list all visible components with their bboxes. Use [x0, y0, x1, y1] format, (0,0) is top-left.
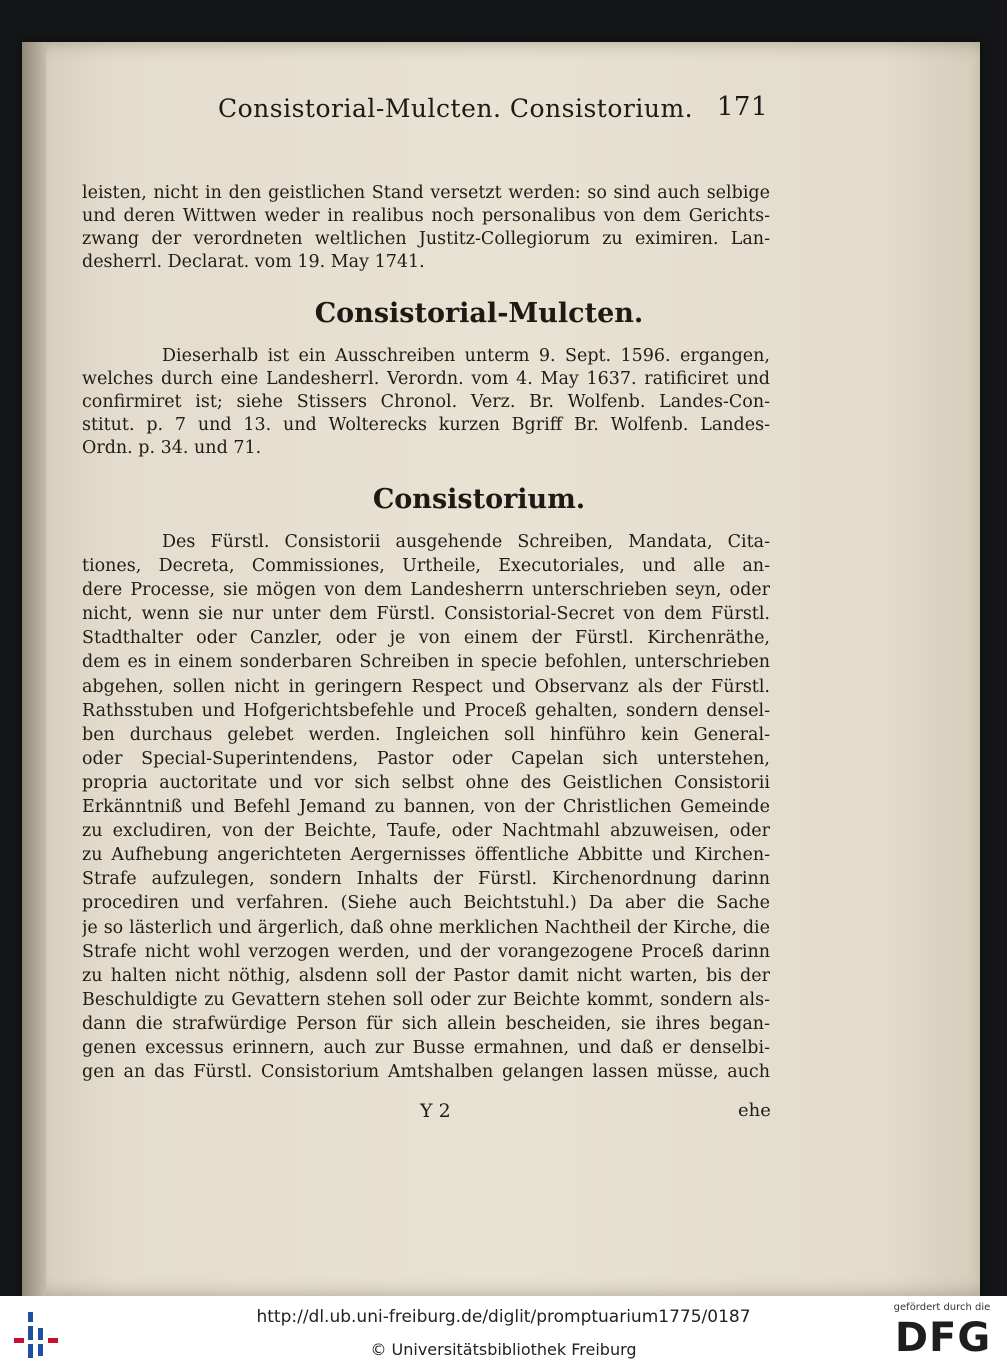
dfg-logo-icon: DFG	[894, 1315, 992, 1361]
text-line: Dieserhalb ist ein Ausschreiben unterm 9. Sept. 1596. ergangen,	[162, 346, 770, 366]
dfg-logo[interactable]	[886, 1302, 998, 1362]
text-line: zu excludiren, von der Beichte, Taufe, oder Nachtmahl abzuweisen, oder	[82, 821, 770, 842]
text-line: genen excessus erinnern, auch zur Busse ermahnen, und daß er denselbi-	[82, 1037, 770, 1058]
dfg-caption: gefördert durch die	[893, 1302, 991, 1313]
running-title: Consistorial-Mulcten. Consistorium.	[218, 94, 694, 123]
text-line: und deren Wittwen weder in realibus noch personalibus von dem Gerichts-	[82, 206, 770, 226]
text-line: Des Fürstl. Consistorii ausgehende Schreiben, Mandata, Cita-	[162, 532, 770, 552]
text-line: confirmiret ist; siehe Stissers Chronol. Verz. Br. Wolfenb. Landes-Con-	[82, 392, 770, 412]
section-heading-consistorium: Consistorium.	[372, 484, 586, 515]
text-line: Beschuldigte zu Gevattern stehen soll oder zur Beichte kommt, sondern als-	[82, 989, 770, 1010]
text-line: tiones, Decreta, Commissiones, Urtheile, Executoriales, und alle an-	[82, 556, 770, 577]
text-line: Strafe aufzulegen, sondern Inhalts der Fürstl. Kirchenordnung darinn	[82, 869, 770, 890]
text-line: dann die strafwürdige Person für sich allein bescheiden, sie ihres began-	[82, 1013, 770, 1034]
text-line: procediren und verfahren. (Siehe auch Beichtstuhl.) Da aber die Sache	[82, 893, 770, 914]
text-line: oder Special-Superintendens, Pastor oder Capelan sich unterstehen,	[82, 748, 770, 769]
text-line: Erkänntniß und Befehl Jemand zu bannen, von der Christlichen Gemeinde	[82, 797, 770, 818]
page-header	[200, 86, 768, 126]
top-paragraph	[82, 182, 770, 274]
text-line: desherrl. Declarat. vom 19. May 1741.	[82, 252, 425, 272]
text-line: Stadthalter oder Canzler, oder je von einem der Fürstl. Kirchenräthe,	[82, 628, 770, 649]
text-line: zu Aufhebung angerichteten Aergernisses öffentliche Abbitte und Kirchen-	[82, 845, 770, 866]
text-line: Ordn. p. 34. und 71.	[82, 438, 262, 458]
section-mulcten-paragraph	[82, 345, 770, 460]
permalink-url[interactable]: http://dl.ub.uni-freiburg.de/diglit/promptuarium1775/0187	[256, 1307, 751, 1327]
text-line: je so lästerlich und ärgerlich, daß ohne merklichen Nachtheil der Kirche, die	[82, 917, 770, 938]
text-line: dere Processe, sie mögen von dem Landesherrn unterschrieben seyn, oder	[82, 580, 770, 601]
text-line: leisten, nicht in den geistlichen Stand versetzt werden: so sind auch selbige	[82, 183, 770, 203]
copyright-notice: © Universitätsbibliothek Freiburg	[370, 1340, 637, 1359]
page-number: 171	[716, 92, 768, 122]
viewer-footer	[0, 1296, 1007, 1366]
section-consistorium-paragraph	[82, 530, 770, 1084]
text-line: zu halten nicht nöthig, alsdenn soll der Pastor damit nicht warten, bis der	[82, 965, 770, 986]
section-heading-mulcten: Consistorial-Mulcten.	[314, 298, 644, 329]
text-line: propria auctoritate und vor sich selbst ohne des Geistlichen Consistorii	[82, 772, 770, 793]
text-line: gen an das Fürstl. Consistorium Amtshalben gelangen lassen müsse, auch	[82, 1062, 770, 1083]
catchword: ehe	[738, 1100, 771, 1121]
signature-mark: Y 2	[420, 1100, 451, 1122]
text-line: Strafe nicht wohl verzogen werden, und der vorangezogene Proceß darinn	[82, 941, 770, 962]
text-line: nicht, wenn sie nur unter dem Fürstl. Consistorial-Secret von dem Fürstl.	[82, 604, 770, 625]
text-line: ben durchaus gelebet werden. Ingleichen soll hinführo kein General-	[82, 724, 770, 745]
text-line: zwang der verordneten weltlichen Justitz-Collegiorum zu eximiren. Lan-	[82, 229, 770, 249]
text-line: Rathsstuben und Hofgerichtsbefehle und Proceß gehalten, sondern densel-	[82, 700, 770, 721]
text-line: welches durch eine Landesherrl. Verordn. vom 4. May 1637. ratificiret und	[82, 369, 770, 389]
text-line: dem es in einem sonderbaren Schreiben in specie befohlen, unterschrieben	[82, 652, 770, 673]
page-gutter	[22, 42, 46, 1296]
text-line: abgehen, sollen nicht in geringern Respect und Observanz als der Fürstl.	[82, 676, 770, 697]
text-line: stitut. p. 7 und 13. und Wolterecks kurzen Bgriff Br. Wolfenb. Landes-	[82, 415, 770, 435]
